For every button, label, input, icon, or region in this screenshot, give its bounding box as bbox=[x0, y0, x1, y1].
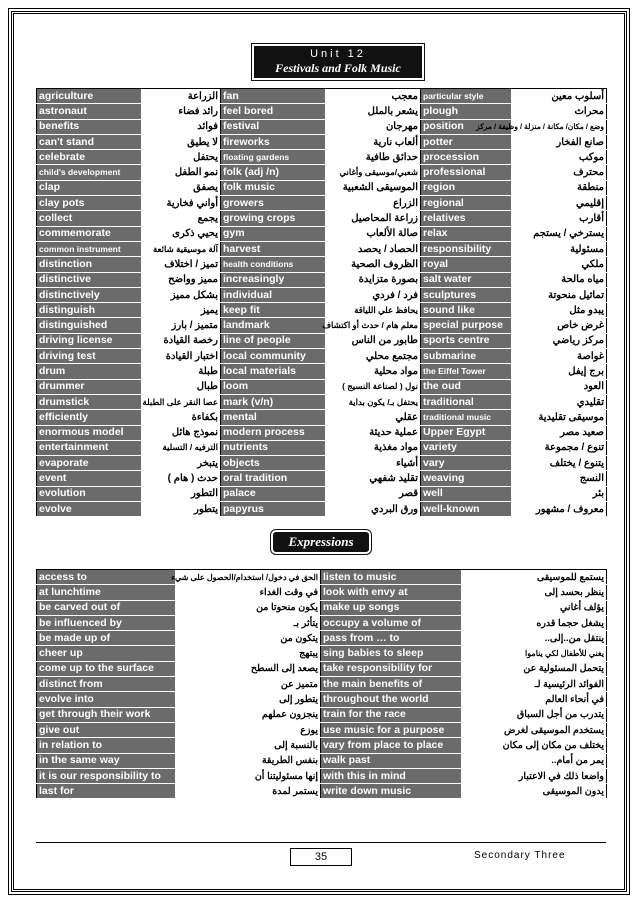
table-row bbox=[37, 211, 607, 226]
arabic-translation: يشغل حجما قدره bbox=[461, 615, 607, 630]
arabic-translation: مجتمع محلي bbox=[325, 349, 421, 364]
arabic-translation: مسئولية bbox=[511, 241, 607, 256]
english-term: professional bbox=[421, 165, 511, 180]
english-term: well bbox=[421, 486, 511, 501]
english-term: festival bbox=[221, 119, 325, 134]
english-term: train for the race bbox=[321, 707, 461, 722]
arabic-translation: طبلة bbox=[141, 364, 221, 379]
english-term: floating gardens bbox=[221, 150, 325, 165]
english-term: responsibility bbox=[421, 241, 511, 256]
english-term: folk music bbox=[221, 180, 325, 195]
table-row bbox=[37, 425, 607, 440]
english-term: distinction bbox=[37, 257, 141, 272]
english-term: plough bbox=[421, 104, 511, 119]
english-term: use music for a purpose bbox=[321, 722, 461, 737]
arabic-translation: برج إيفل bbox=[511, 364, 607, 379]
arabic-translation: ينجزون عملهم bbox=[175, 707, 321, 722]
expressions-table bbox=[36, 569, 607, 799]
english-term: come up to the surface bbox=[37, 661, 175, 676]
arabic-translation: منطقة bbox=[511, 180, 607, 195]
arabic-translation: يكون منحوتا من bbox=[175, 600, 321, 615]
arabic-translation: أشياء bbox=[325, 456, 421, 471]
table-row bbox=[37, 471, 607, 486]
table-row bbox=[37, 134, 607, 149]
table-row bbox=[37, 738, 607, 753]
arabic-translation: ألعاب نارية bbox=[325, 134, 421, 149]
arabic-translation: يصفق bbox=[141, 180, 221, 195]
arabic-translation: مميز وواضح bbox=[141, 272, 221, 287]
table-row bbox=[37, 784, 607, 799]
english-term: listen to music bbox=[321, 570, 461, 585]
arabic-translation: أواني فخارية bbox=[141, 196, 221, 211]
english-term: child's development bbox=[37, 165, 141, 180]
english-term: region bbox=[421, 180, 511, 195]
arabic-translation: التطور bbox=[141, 486, 221, 501]
arabic-translation: فوائد bbox=[141, 119, 221, 134]
arabic-translation: يصعد إلى السطح bbox=[175, 661, 321, 676]
table-row bbox=[37, 722, 607, 737]
arabic-translation: يميز bbox=[141, 303, 221, 318]
english-term: Upper Egypt bbox=[421, 425, 511, 440]
arabic-translation: يتبخر bbox=[141, 456, 221, 471]
english-term: distinctive bbox=[37, 272, 141, 287]
english-term: loom bbox=[221, 379, 325, 394]
arabic-translation: يجمع bbox=[141, 211, 221, 226]
table-row bbox=[37, 89, 607, 104]
english-term: mental bbox=[221, 410, 325, 425]
arabic-translation: مواد محلية bbox=[325, 364, 421, 379]
arabic-translation: تميز / اختلاف bbox=[141, 257, 221, 272]
arabic-translation: قصر bbox=[325, 486, 421, 501]
english-term: in relation to bbox=[37, 738, 175, 753]
arabic-translation: تماثيل منحوتة bbox=[511, 287, 607, 302]
table-row bbox=[37, 333, 607, 348]
arabic-translation: إنها مسئوليتنا أن bbox=[175, 768, 321, 783]
english-term: cheer up bbox=[37, 646, 175, 661]
arabic-translation: الزراع bbox=[325, 196, 421, 211]
table-row bbox=[37, 119, 607, 134]
english-term: vary bbox=[421, 456, 511, 471]
arabic-translation: يبدو مثل bbox=[511, 303, 607, 318]
arabic-translation: بصورة متزايدة bbox=[325, 272, 421, 287]
english-term: individual bbox=[221, 287, 325, 302]
arabic-translation: يدون الموسيقى bbox=[461, 784, 607, 799]
arabic-translation: طابور من الناس bbox=[325, 333, 421, 348]
table-row bbox=[37, 272, 607, 287]
english-term: distinctively bbox=[37, 287, 141, 302]
arabic-translation: طبال bbox=[141, 379, 221, 394]
page-number: 35 bbox=[290, 848, 352, 866]
english-term: event bbox=[37, 471, 141, 486]
table-row bbox=[37, 615, 607, 630]
arabic-translation: يشعر بالملل bbox=[325, 104, 421, 119]
english-term: commemorate bbox=[37, 226, 141, 241]
english-term: landmark bbox=[221, 318, 325, 333]
arabic-translation: نموذج هائل bbox=[141, 425, 221, 440]
arabic-translation: معجب bbox=[325, 89, 421, 104]
table-row bbox=[37, 287, 607, 302]
english-term: walk past bbox=[321, 753, 461, 768]
table-row bbox=[37, 410, 607, 425]
english-term: particular style bbox=[421, 89, 511, 104]
arabic-translation: يبتهج bbox=[175, 646, 321, 661]
table-row bbox=[37, 150, 607, 165]
english-term: drumstick bbox=[37, 394, 141, 409]
english-term: take responsibility for bbox=[321, 661, 461, 676]
english-term: line of people bbox=[221, 333, 325, 348]
table-row bbox=[37, 600, 607, 615]
english-term: increasingly bbox=[221, 272, 325, 287]
arabic-translation: يتدرب من أجل السباق bbox=[461, 707, 607, 722]
english-term: evolution bbox=[37, 486, 141, 501]
english-term: traditional bbox=[421, 394, 511, 409]
english-term: celebrate bbox=[37, 150, 141, 165]
table-row bbox=[37, 241, 607, 256]
english-term: fireworks bbox=[221, 134, 325, 149]
table-row bbox=[37, 364, 607, 379]
english-term: evaporate bbox=[37, 456, 141, 471]
english-term: well-known bbox=[421, 502, 511, 517]
arabic-translation: رخصة القيادة bbox=[141, 333, 221, 348]
english-term: keep fit bbox=[221, 303, 325, 318]
arabic-translation: يتطور إلى bbox=[175, 692, 321, 707]
english-term: in the same way bbox=[37, 753, 175, 768]
table-row bbox=[37, 707, 607, 722]
arabic-translation: رائد فضاء bbox=[141, 104, 221, 119]
english-term: growers bbox=[221, 196, 325, 211]
table-row bbox=[37, 226, 607, 241]
arabic-translation: الترفيه / التسلية bbox=[141, 440, 221, 455]
arabic-translation: ملكي bbox=[511, 257, 607, 272]
arabic-translation: أسلوب معين bbox=[511, 89, 607, 104]
english-term: driving license bbox=[37, 333, 141, 348]
arabic-translation: ينظر بحسد إلى bbox=[461, 585, 607, 600]
english-term: oral tradition bbox=[221, 471, 325, 486]
arabic-translation: محترف bbox=[511, 165, 607, 180]
arabic-translation: نول ( لصناعة النسيج ) bbox=[325, 379, 421, 394]
arabic-translation: فرد / فردي bbox=[325, 287, 421, 302]
arabic-translation: إقليمي bbox=[511, 196, 607, 211]
arabic-translation: اختبار القيادة bbox=[141, 349, 221, 364]
table-row bbox=[37, 502, 607, 517]
english-term: papyrus bbox=[221, 502, 325, 517]
table-row bbox=[37, 180, 607, 195]
arabic-translation: موكب bbox=[511, 150, 607, 165]
english-term: fan bbox=[221, 89, 325, 104]
arabic-translation: مهرجان bbox=[325, 119, 421, 134]
english-term: driving test bbox=[37, 349, 141, 364]
english-term: health conditions bbox=[221, 257, 325, 272]
table-row bbox=[37, 753, 607, 768]
arabic-translation: يوزع bbox=[175, 722, 321, 737]
table-row bbox=[37, 486, 607, 501]
arabic-translation: محراث bbox=[511, 104, 607, 119]
english-term: give out bbox=[37, 722, 175, 737]
arabic-translation: الزراعة bbox=[141, 89, 221, 104]
english-term: look with envy at bbox=[321, 585, 461, 600]
arabic-translation: معروف / مشهور bbox=[511, 502, 607, 517]
english-term: objects bbox=[221, 456, 325, 471]
arabic-translation: الحق في دخول/ استخدام/الحصول على شيء bbox=[175, 570, 321, 585]
table-row bbox=[37, 768, 607, 783]
english-term: clay pots bbox=[37, 196, 141, 211]
table-row bbox=[37, 104, 607, 119]
english-term: entertainment bbox=[37, 440, 141, 455]
arabic-translation: الحصاد / يحصد bbox=[325, 241, 421, 256]
english-term: common instrument bbox=[37, 241, 141, 256]
english-term: at lunchtime bbox=[37, 585, 175, 600]
table-row bbox=[37, 165, 607, 180]
english-term: modern process bbox=[221, 425, 325, 440]
english-term: evolve bbox=[37, 502, 141, 517]
arabic-translation: بئر bbox=[511, 486, 607, 501]
english-term: sports centre bbox=[421, 333, 511, 348]
arabic-translation: وضع / مكان/ مكانة / منزلة / وظيفة / مركز bbox=[511, 119, 607, 134]
arabic-translation: يختلف من مكان إلى مكان bbox=[461, 738, 607, 753]
english-term: salt water bbox=[421, 272, 511, 287]
table-row bbox=[37, 379, 607, 394]
arabic-translation: الظروف الصحية bbox=[325, 257, 421, 272]
arabic-translation: يتأثر بـ bbox=[175, 615, 321, 630]
english-term: growing crops bbox=[221, 211, 325, 226]
english-term: distinguish bbox=[37, 303, 141, 318]
english-term: nutrients bbox=[221, 440, 325, 455]
arabic-translation: ورق البردي bbox=[325, 502, 421, 517]
english-term: royal bbox=[421, 257, 511, 272]
english-term: sculptures bbox=[421, 287, 511, 302]
arabic-translation: صالة الألعاب bbox=[325, 226, 421, 241]
arabic-translation: في أنحاء العالم bbox=[461, 692, 607, 707]
arabic-translation: عصا النقر على الطبلة bbox=[141, 394, 221, 409]
english-term: regional bbox=[421, 196, 511, 211]
arabic-translation: بالنسبة إلى bbox=[175, 738, 321, 753]
english-term: can't stand bbox=[37, 134, 141, 149]
arabic-translation: زراعة المحاصيل bbox=[325, 211, 421, 226]
english-term: last for bbox=[37, 784, 175, 799]
english-term: local materials bbox=[221, 364, 325, 379]
arabic-translation: يستمر لمدة bbox=[175, 784, 321, 799]
english-term: be made up of bbox=[37, 631, 175, 646]
arabic-translation: شعبي/موسيقى وأغاني bbox=[325, 165, 421, 180]
english-term: with this in mind bbox=[321, 768, 461, 783]
arabic-translation: مواد مغذية bbox=[325, 440, 421, 455]
arabic-translation: معلم هام / حدث أو اكتشاف bbox=[325, 318, 421, 333]
arabic-translation: يحيي ذكرى bbox=[141, 226, 221, 241]
arabic-translation: يؤلف أغاني bbox=[461, 600, 607, 615]
arabic-translation: الموسيقى الشعبية bbox=[325, 180, 421, 195]
table-row bbox=[37, 692, 607, 707]
english-term: be carved out of bbox=[37, 600, 175, 615]
arabic-translation: مركز رياضي bbox=[511, 333, 607, 348]
unit-title: Festivals and Folk Music bbox=[275, 61, 401, 75]
english-term: vary from place to place bbox=[321, 738, 461, 753]
english-term: potter bbox=[421, 134, 511, 149]
arabic-translation: يسترخي / يستجم bbox=[511, 226, 607, 241]
english-term: drummer bbox=[37, 379, 141, 394]
arabic-translation: حدث ( هام ) bbox=[141, 471, 221, 486]
english-term: access to bbox=[37, 570, 175, 585]
arabic-translation: صانع الفخار bbox=[511, 134, 607, 149]
english-term: enormous model bbox=[37, 425, 141, 440]
english-term: collect bbox=[37, 211, 141, 226]
english-term: special purpose bbox=[421, 318, 511, 333]
arabic-translation: يتطور bbox=[141, 502, 221, 517]
arabic-translation: بنفس الطريقة bbox=[175, 753, 321, 768]
arabic-translation: تنوع / مجموعة bbox=[511, 440, 607, 455]
arabic-translation: آلة موسيقية شائعة bbox=[141, 241, 221, 256]
unit-heading bbox=[252, 44, 424, 80]
table-row bbox=[37, 440, 607, 455]
arabic-translation: بشكل مميز bbox=[141, 287, 221, 302]
arabic-translation: يستخدم الموسيقى لغرض bbox=[461, 722, 607, 737]
table-row bbox=[37, 677, 607, 692]
table-row bbox=[37, 349, 607, 364]
arabic-translation: يحتفل bbox=[141, 150, 221, 165]
table-row bbox=[37, 585, 607, 600]
vocabulary-table bbox=[36, 88, 607, 517]
english-term: weaving bbox=[421, 471, 511, 486]
english-term: relatives bbox=[421, 211, 511, 226]
english-term: benefits bbox=[37, 119, 141, 134]
english-term: folk (adj /n) bbox=[221, 165, 325, 180]
english-term: the Eiffel Tower bbox=[421, 364, 511, 379]
english-term: distinct from bbox=[37, 677, 175, 692]
table-row bbox=[37, 646, 607, 661]
english-term: traditional music bbox=[421, 410, 511, 425]
arabic-translation: الفوائد الرئيسية لـ bbox=[461, 677, 607, 692]
english-term: variety bbox=[421, 440, 511, 455]
english-term: astronaut bbox=[37, 104, 141, 119]
table-row bbox=[37, 196, 607, 211]
table-row bbox=[37, 318, 607, 333]
arabic-translation: عقلي bbox=[325, 410, 421, 425]
english-term: palace bbox=[221, 486, 325, 501]
table-row bbox=[37, 661, 607, 676]
english-term: efficiently bbox=[37, 410, 141, 425]
arabic-translation: يتنوع / يختلف bbox=[511, 456, 607, 471]
english-term: harvest bbox=[221, 241, 325, 256]
arabic-translation: حدائق طافية bbox=[325, 150, 421, 165]
english-term: write down music bbox=[321, 784, 461, 799]
arabic-translation: غواصة bbox=[511, 349, 607, 364]
arabic-translation: متميز / بارز bbox=[141, 318, 221, 333]
english-term: throughout the world bbox=[321, 692, 461, 707]
arabic-translation: واضعا ذلك في الاعتبار bbox=[461, 768, 607, 783]
english-term: get through their work bbox=[37, 707, 175, 722]
arabic-translation: في وقت الغداء bbox=[175, 585, 321, 600]
english-term: be influenced by bbox=[37, 615, 175, 630]
english-term: clap bbox=[37, 180, 141, 195]
arabic-translation: العود bbox=[511, 379, 607, 394]
arabic-translation: غرض خاص bbox=[511, 318, 607, 333]
english-term: it is our responsibility to bbox=[37, 768, 175, 783]
arabic-translation: صعيد مصر bbox=[511, 425, 607, 440]
english-term: sound like bbox=[421, 303, 511, 318]
english-term: the main benefits of bbox=[321, 677, 461, 692]
table-row bbox=[37, 631, 607, 646]
arabic-translation: ينتقل من..إلى.. bbox=[461, 631, 607, 646]
arabic-translation: مياه مالحة bbox=[511, 272, 607, 287]
english-term: agriculture bbox=[37, 89, 141, 104]
english-term: evolve into bbox=[37, 692, 175, 707]
arabic-translation: بكفاءة bbox=[141, 410, 221, 425]
arabic-translation: تقليدي bbox=[511, 394, 607, 409]
expressions-heading: Expressions bbox=[273, 532, 369, 552]
arabic-translation: تقليد شفهي bbox=[325, 471, 421, 486]
arabic-translation: لا يطيق bbox=[141, 134, 221, 149]
arabic-translation: يحافظ علي اللياقة bbox=[325, 303, 421, 318]
table-row bbox=[37, 257, 607, 272]
unit-number: Unit 12 bbox=[310, 48, 366, 60]
english-term: sing babies to sleep bbox=[321, 646, 461, 661]
table-row bbox=[37, 394, 607, 409]
english-term: distinguished bbox=[37, 318, 141, 333]
arabic-translation: نمو الطفل bbox=[141, 165, 221, 180]
english-term: drum bbox=[37, 364, 141, 379]
table-row bbox=[37, 570, 607, 585]
arabic-translation: يستمع للموسيقى bbox=[461, 570, 607, 585]
arabic-translation: النسج bbox=[511, 471, 607, 486]
english-term: feel bored bbox=[221, 104, 325, 119]
english-term: local community bbox=[221, 349, 325, 364]
arabic-translation: متميز عن bbox=[175, 677, 321, 692]
arabic-translation: عملية حديثة bbox=[325, 425, 421, 440]
english-term: gym bbox=[221, 226, 325, 241]
arabic-translation: يتحمل المسئولية عن bbox=[461, 661, 607, 676]
english-term: pass from … to bbox=[321, 631, 461, 646]
english-term: relax bbox=[421, 226, 511, 241]
english-term: the oud bbox=[421, 379, 511, 394]
arabic-translation: يحتفل بـ/ يكون بداية bbox=[325, 394, 421, 409]
english-term: position bbox=[421, 119, 511, 134]
english-term: submarine bbox=[421, 349, 511, 364]
english-term: make up songs bbox=[321, 600, 461, 615]
table-row bbox=[37, 456, 607, 471]
english-term: procession bbox=[421, 150, 511, 165]
arabic-translation: يتكون من bbox=[175, 631, 321, 646]
arabic-translation: موسيقى تقليدية bbox=[511, 410, 607, 425]
english-term: occupy a volume of bbox=[321, 615, 461, 630]
grade-label: Secondary Three bbox=[474, 850, 566, 861]
arabic-translation: يغني للأطفال لكي يناموا bbox=[461, 646, 607, 661]
arabic-translation: أقارب bbox=[511, 211, 607, 226]
arabic-translation: يمر من أمام.. bbox=[461, 753, 607, 768]
english-term: mark (v/n) bbox=[221, 394, 325, 409]
table-row bbox=[37, 303, 607, 318]
